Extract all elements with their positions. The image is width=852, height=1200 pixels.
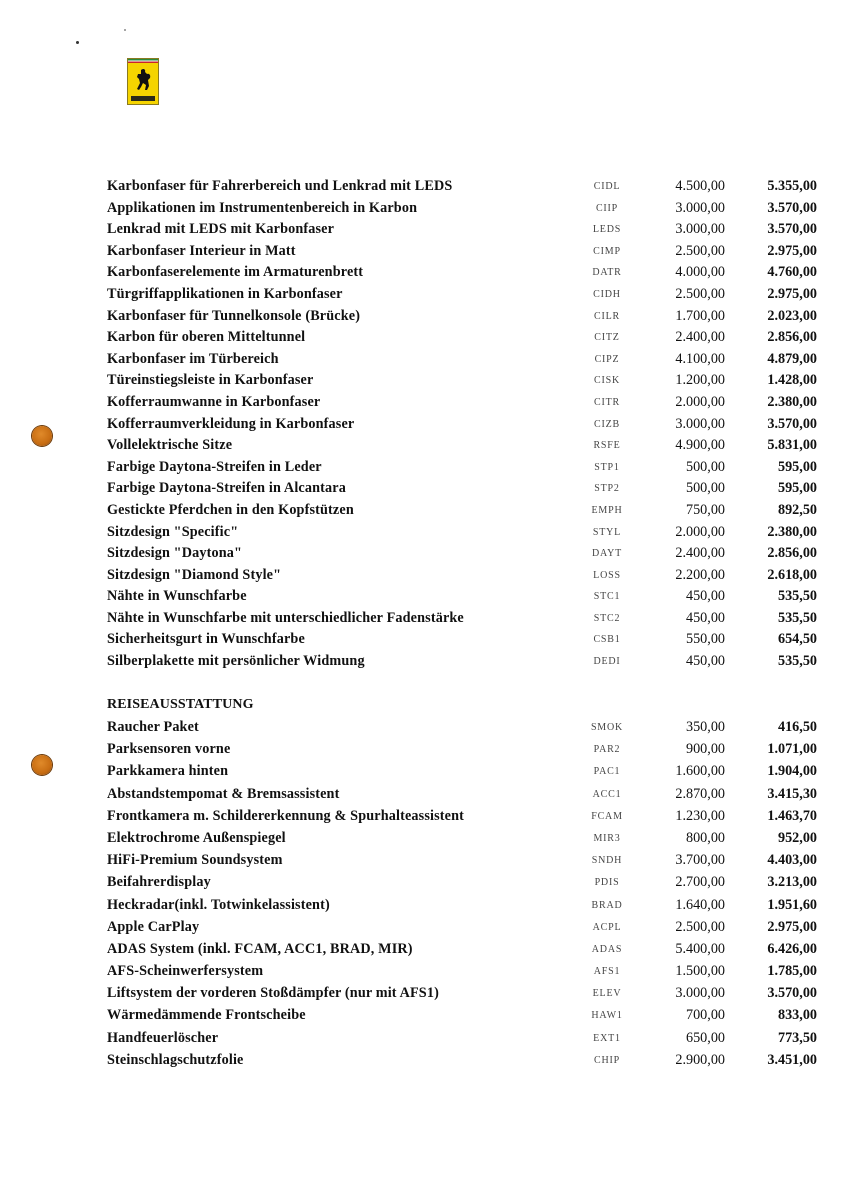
gross-price: 2.856,00 (767, 329, 817, 346)
option-code: PAR2 (593, 744, 621, 756)
price-list-row (107, 897, 827, 919)
price-list-row (107, 874, 827, 896)
gross-price: 773,50 (777, 1029, 817, 1046)
price-list-row (107, 286, 827, 308)
price-list-row (107, 919, 827, 941)
option-code: CIDL (593, 181, 621, 192)
scan-speck (76, 41, 79, 44)
option-code: ACPL (592, 921, 622, 933)
gross-price: 4.403,00 (767, 852, 817, 869)
option-label: Sicherheitsgurt in Wunschfarbe (107, 631, 305, 648)
binder-hole (32, 755, 52, 775)
gross-price: 3.570,00 (767, 985, 817, 1002)
gross-price: 6.426,00 (767, 940, 817, 957)
gross-price: 535,50 (777, 609, 817, 626)
gross-price: 595,00 (777, 480, 817, 497)
price-list-row (107, 1007, 827, 1029)
gross-price: 2.380,00 (767, 393, 817, 410)
option-label: Sitzdesign "Diamond Style" (107, 566, 282, 583)
gross-price: 1.904,00 (767, 763, 817, 780)
net-price: 2.500,00 (675, 918, 725, 935)
option-code: ACC1 (592, 788, 622, 800)
option-label: Farbige Daytona-Streifen in Alcantara (107, 480, 346, 497)
net-price: 2.870,00 (675, 785, 725, 802)
price-list-row (107, 351, 827, 373)
logo-brand-bar (131, 96, 155, 101)
net-price: 1.600,00 (675, 763, 725, 780)
price-list-row (107, 200, 827, 222)
options-section-reiseausstattung (107, 697, 827, 1074)
net-price: 350,00 (685, 719, 725, 735)
option-label: Türeinstiegsleiste in Karbonfaser (107, 372, 314, 389)
price-list-row (107, 588, 827, 610)
option-label: HiFi-Premium Soundsystem (107, 852, 283, 869)
gross-price: 2.856,00 (767, 545, 817, 562)
net-price: 750,00 (685, 501, 725, 518)
price-list-row (107, 830, 827, 852)
gross-price: 3.570,00 (767, 199, 817, 216)
gross-price: 892,50 (777, 501, 817, 518)
option-code: CIPZ (594, 353, 620, 365)
option-label: AFS-Scheinwerfersystem (107, 963, 264, 980)
option-label: Applikationen im Instrumentenbereich in Karbon (107, 199, 418, 216)
price-list-row (107, 178, 827, 200)
gross-price: 3.451,00 (767, 1051, 817, 1068)
gross-price: 2.975,00 (767, 285, 817, 302)
option-code: PDIS (594, 877, 620, 889)
option-label: Karbonfaser für Fahrerbereich und Lenkrad mit LEDS (107, 178, 453, 194)
option-label: Liftsystem der vorderen Stoßdämpfer (nur mit AFS1) (107, 985, 439, 1002)
gross-price: 2.975,00 (767, 242, 817, 259)
gross-price: 5.355,00 (767, 178, 817, 194)
net-price: 450,00 (685, 588, 725, 605)
option-label: Türgriffapplikationen in Karbonfaser (107, 285, 343, 302)
price-list-row (107, 963, 827, 985)
net-price: 4.500,00 (675, 178, 725, 194)
option-label: Heckradar(inkl. Totwinkelassistent) (107, 896, 330, 913)
gross-price: 2.380,00 (767, 523, 817, 540)
net-price: 3.000,00 (675, 985, 725, 1002)
net-price: 5.400,00 (675, 940, 725, 957)
option-label: Karbonfaserelemente im Armaturenbrett (107, 264, 364, 281)
option-code: STYL (592, 526, 622, 538)
gross-price: 1.785,00 (767, 963, 817, 980)
option-label: Gestickte Pferdchen in den Kopfstützen (107, 501, 354, 518)
price-list-row (107, 243, 827, 265)
gross-price: 2.023,00 (767, 307, 817, 324)
net-price: 700,00 (685, 1007, 725, 1024)
gross-price: 3.570,00 (767, 221, 817, 238)
option-label: Nähte in Wunschfarbe mit unterschiedlicher Fadenstärke (107, 609, 464, 626)
option-code: CITZ (594, 332, 620, 344)
option-code: ELEV (592, 988, 622, 1000)
option-code: CIIP (595, 202, 619, 214)
price-list-row (107, 1030, 827, 1052)
gross-price: 1.071,00 (767, 741, 817, 758)
net-price: 2.400,00 (675, 329, 725, 346)
option-label: Beifahrerdisplay (107, 874, 211, 891)
net-price: 500,00 (685, 480, 725, 497)
option-code: LEDS (592, 224, 622, 236)
option-code: ADAS (591, 943, 623, 955)
price-list-row (107, 502, 827, 524)
price-list-row (107, 221, 827, 243)
option-code: FCAM (591, 810, 623, 822)
option-code: SMOK (590, 722, 624, 733)
option-code: EMPH (591, 504, 623, 516)
net-price: 1.200,00 (675, 372, 725, 389)
option-code: CHIP (594, 1054, 620, 1066)
price-list-row (107, 653, 827, 675)
gross-price: 3.570,00 (767, 415, 817, 432)
gross-price: 1.463,70 (767, 807, 817, 824)
net-price: 800,00 (685, 829, 725, 846)
option-code: SNDH (591, 855, 623, 867)
option-code: MIR3 (593, 832, 621, 844)
gross-price: 3.415,30 (767, 785, 817, 802)
net-price: 2.700,00 (675, 874, 725, 891)
option-label: Elektrochrome Außenspiegel (107, 829, 286, 846)
gross-price: 535,50 (777, 653, 817, 670)
option-label: Wärmedämmende Frontscheibe (107, 1007, 306, 1024)
gross-price: 1.428,00 (767, 372, 817, 389)
price-list-row (107, 852, 827, 874)
price-list-row (107, 741, 827, 763)
option-label: Kofferraumwanne in Karbonfaser (107, 393, 321, 410)
scan-speck (124, 29, 126, 31)
option-label: Kofferraumverkleidung in Karbonfaser (107, 415, 355, 432)
gross-price: 535,50 (777, 588, 817, 605)
option-label: Nähte in Wunschfarbe (107, 588, 247, 605)
net-price: 450,00 (685, 653, 725, 670)
price-list-row (107, 567, 827, 589)
option-code: CISK (594, 375, 620, 387)
net-price: 3.000,00 (675, 221, 725, 238)
price-list-row (107, 394, 827, 416)
option-label: Abstandstempomat & Bremsassistent (107, 785, 340, 802)
option-code: STC1 (593, 591, 621, 603)
price-list-row (107, 786, 827, 808)
logo-tricolor-stripe (128, 59, 158, 63)
net-price: 4.000,00 (675, 264, 725, 281)
gross-price: 952,00 (777, 829, 817, 846)
option-code: DAYT (591, 548, 623, 560)
price-list-row (107, 1052, 827, 1074)
gross-price: 4.760,00 (767, 264, 817, 281)
option-code: AFS1 (593, 966, 621, 978)
option-label: Farbige Daytona-Streifen in Leder (107, 458, 322, 475)
ferrari-logo-icon (127, 58, 159, 105)
option-label: Lenkrad mit LEDS mit Karbonfaser (107, 221, 335, 238)
net-price: 3.700,00 (675, 852, 725, 869)
option-label: Parksensoren vorne (107, 741, 231, 758)
net-price: 2.500,00 (675, 285, 725, 302)
option-label: Frontkamera m. Schildererkennung & Spurhalteassistent (107, 807, 465, 824)
option-label: Handfeuerlöscher (107, 1029, 219, 1046)
price-list-row (107, 416, 827, 438)
option-code: HAW1 (591, 1010, 623, 1022)
price-list-row (107, 437, 827, 459)
option-code: STC2 (593, 612, 621, 624)
option-code: CILR (594, 310, 620, 322)
net-price: 550,00 (685, 631, 725, 648)
price-list-row (107, 610, 827, 632)
options-section-interior (107, 178, 827, 675)
net-price: 4.900,00 (675, 437, 725, 454)
gross-price: 595,00 (777, 458, 817, 475)
net-price: 500,00 (685, 458, 725, 475)
gross-price: 4.879,00 (767, 350, 817, 367)
option-code: EXT1 (593, 1032, 621, 1044)
option-code: DEDI (593, 656, 621, 668)
option-code: STP1 (594, 461, 620, 473)
price-list-row (107, 763, 827, 785)
net-price: 1.640,00 (675, 896, 725, 913)
price-list-row (107, 985, 827, 1007)
price-list-row (107, 719, 827, 741)
net-price: 1.500,00 (675, 963, 725, 980)
option-code: PAC1 (593, 766, 621, 778)
price-list-row (107, 459, 827, 481)
option-code: CIDH (593, 288, 621, 300)
option-code: LOSS (593, 569, 621, 581)
price-list-row (107, 480, 827, 502)
net-price: 2.500,00 (675, 242, 725, 259)
prancing-horse-icon (135, 68, 153, 92)
option-code: CIZB (594, 418, 620, 430)
option-label: Silberplakette mit persönlicher Widmung (107, 653, 365, 670)
option-label: Sitzdesign "Daytona" (107, 545, 243, 562)
option-label: Steinschlagschutzfolie (107, 1051, 244, 1068)
price-list-row (107, 329, 827, 351)
option-label: Vollelektrische Sitze (107, 437, 233, 454)
option-label: Karbon für oberen Mitteltunnel (107, 329, 306, 346)
option-code: CSB1 (593, 634, 621, 646)
price-list-row (107, 372, 827, 394)
net-price: 3.000,00 (675, 199, 725, 216)
net-price: 2.900,00 (675, 1051, 725, 1068)
price-list-row (107, 941, 827, 963)
option-label: Parkkamera hinten (107, 763, 229, 780)
price-list-row (107, 264, 827, 286)
price-list-row (107, 808, 827, 830)
option-code: DATR (592, 267, 622, 279)
gross-price: 1.951,60 (767, 896, 817, 913)
gross-price: 2.975,00 (767, 918, 817, 935)
net-price: 450,00 (685, 609, 725, 626)
gross-price: 833,00 (777, 1007, 817, 1024)
net-price: 2.000,00 (675, 523, 725, 540)
gross-price: 3.213,00 (767, 874, 817, 891)
option-code: BRAD (591, 899, 623, 911)
net-price: 2.200,00 (675, 566, 725, 583)
option-label: Karbonfaser im Türbereich (107, 350, 279, 367)
option-code: RSFE (593, 440, 621, 452)
net-price: 3.000,00 (675, 415, 725, 432)
price-list-row (107, 631, 827, 653)
section-heading: REISEAUSSTATTUNG (107, 697, 254, 712)
option-label: Karbonfaser Interieur in Matt (107, 242, 296, 259)
option-label: Sitzdesign "Specific" (107, 523, 239, 540)
option-label: Raucher Paket (107, 719, 199, 735)
net-price: 2.400,00 (675, 545, 725, 562)
gross-price: 5.831,00 (767, 437, 817, 454)
option-label: Karbonfaser für Tunnelkonsole (Brücke) (107, 307, 361, 324)
net-price: 1.230,00 (675, 807, 725, 824)
option-code: CITR (594, 396, 620, 408)
option-label: Apple CarPlay (107, 918, 200, 935)
net-price: 1.700,00 (675, 307, 725, 324)
net-price: 2.000,00 (675, 393, 725, 410)
price-list-row (107, 545, 827, 567)
option-code: CIMP (593, 245, 621, 257)
net-price: 650,00 (685, 1029, 725, 1046)
binder-hole (32, 426, 52, 446)
price-list-row (107, 308, 827, 330)
gross-price: 2.618,00 (767, 566, 817, 583)
net-price: 4.100,00 (675, 350, 725, 367)
price-list-row (107, 524, 827, 546)
gross-price: 654,50 (777, 631, 817, 648)
option-label: ADAS System (inkl. FCAM, ACC1, BRAD, MIR) (107, 940, 413, 957)
option-code: STP2 (594, 483, 620, 495)
net-price: 900,00 (685, 741, 725, 758)
gross-price: 416,50 (777, 719, 817, 735)
